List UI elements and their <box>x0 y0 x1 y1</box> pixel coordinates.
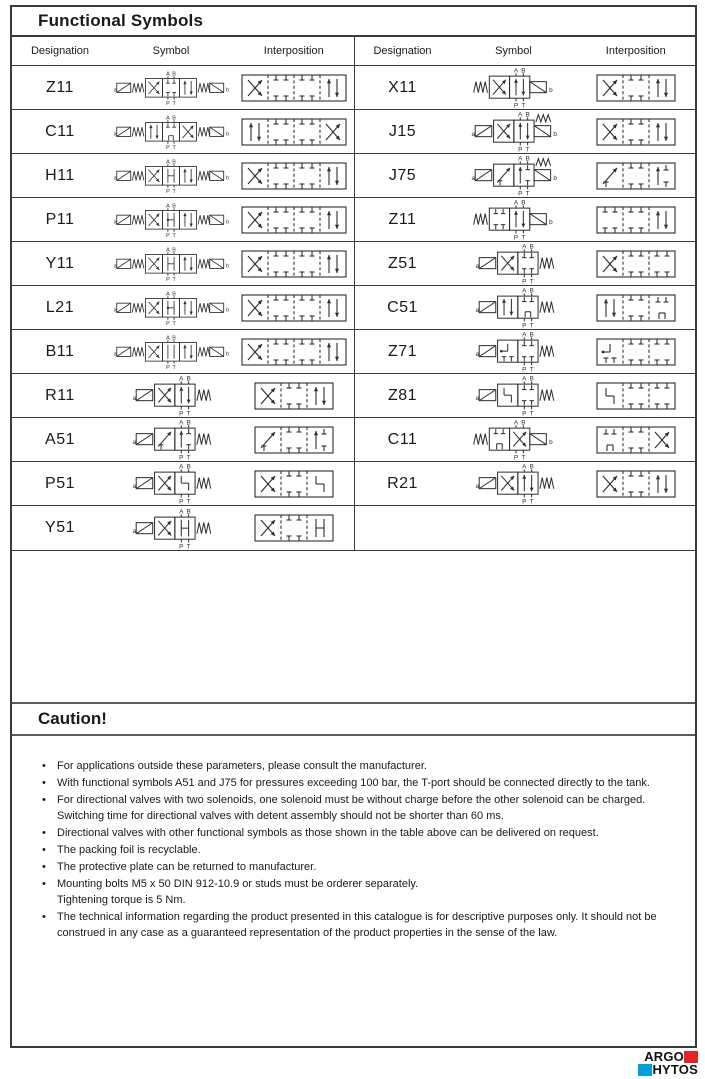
argo-hytos-logo <box>638 1050 698 1076</box>
designation: H11 <box>45 166 75 184</box>
svg-text:A: A <box>517 155 523 163</box>
svg-text:P: P <box>521 498 527 505</box>
svg-text:A: A <box>521 375 527 383</box>
svg-text:T: T <box>529 366 534 373</box>
svg-text:T: T <box>525 146 530 153</box>
caution-text: With functional symbols A51 and J75 for pressures exceeding 100 bar, the T-port should be connected directly to the tank. <box>57 777 650 789</box>
svg-text:b: b <box>553 175 557 183</box>
table-row <box>355 110 696 154</box>
valve-symbol <box>451 286 577 328</box>
interposition-symbol <box>234 248 354 280</box>
svg-text:P: P <box>513 454 518 461</box>
table-row <box>355 154 696 198</box>
svg-text:T: T <box>529 322 534 329</box>
svg-text:b: b <box>548 87 553 95</box>
interposition-symbol <box>234 380 354 412</box>
caution-item <box>42 825 687 841</box>
logo-text-hytos: HYTOS <box>652 1062 698 1077</box>
bullet-marker: • <box>42 878 46 890</box>
svg-text:a: a <box>475 351 479 359</box>
table-row <box>12 462 354 506</box>
rows-left <box>12 66 354 550</box>
svg-text:A: A <box>166 115 170 122</box>
interposition-symbol <box>577 468 696 500</box>
svg-text:B: B <box>172 291 176 298</box>
svg-text:a: a <box>475 395 479 403</box>
valve-symbol <box>108 202 234 238</box>
svg-text:T: T <box>186 410 191 417</box>
svg-text:b: b <box>226 175 230 182</box>
svg-text:P: P <box>513 234 518 241</box>
caution-text: The technical information regarding the product presented in this catalogue is for descriptive purposes only. It should not be construed in any case as a guaranteed representation of the product properties in the sense of the law. <box>57 911 657 939</box>
svg-text:B: B <box>529 287 534 295</box>
caution-text-continuation: Tightening torque is 5 Nm. <box>57 894 186 906</box>
svg-text:a: a <box>113 307 117 314</box>
table-row <box>355 66 696 110</box>
interposition-symbol <box>577 380 696 412</box>
svg-text:B: B <box>186 463 192 471</box>
col-header-interposition: Interposition <box>605 45 666 57</box>
designation: B11 <box>45 342 75 360</box>
valve-symbol <box>108 418 234 460</box>
svg-text:T: T <box>525 190 530 197</box>
svg-text:b: b <box>226 87 230 94</box>
table-header-right <box>355 37 696 66</box>
table-row <box>12 506 354 550</box>
svg-text:a: a <box>475 263 479 271</box>
col-header-symbol: Symbol <box>152 45 190 57</box>
valve-symbol <box>108 114 234 150</box>
designation: C11 <box>387 430 418 448</box>
svg-text:P: P <box>166 320 170 326</box>
table-row <box>12 374 354 418</box>
page-frame <box>10 5 697 1048</box>
svg-text:T: T <box>172 100 176 106</box>
logo-text-argo: ARGO <box>644 1049 684 1064</box>
empty-table-cell <box>355 506 696 550</box>
svg-text:A: A <box>513 419 518 427</box>
designation: C11 <box>45 122 75 140</box>
valve-symbol <box>108 462 234 504</box>
designation: R11 <box>45 386 75 404</box>
svg-text:B: B <box>172 335 176 342</box>
valve-symbol <box>451 462 577 504</box>
svg-text:A: A <box>521 331 527 339</box>
svg-text:P: P <box>521 322 527 329</box>
valve-symbol <box>108 334 234 370</box>
svg-text:P: P <box>166 232 170 238</box>
svg-text:T: T <box>172 276 176 282</box>
bullet-marker: • <box>42 861 46 873</box>
svg-text:T: T <box>186 498 191 505</box>
caution-item <box>42 842 687 858</box>
svg-text:A: A <box>179 375 184 383</box>
svg-text:B: B <box>172 159 176 166</box>
svg-text:T: T <box>529 278 534 285</box>
table-row <box>12 66 354 110</box>
interposition-symbol <box>234 424 354 456</box>
interposition-symbol <box>577 204 696 236</box>
valve-symbol <box>451 154 577 196</box>
caution-item <box>42 859 687 875</box>
svg-text:A: A <box>513 67 518 75</box>
svg-text:A: A <box>521 287 527 295</box>
svg-text:a: a <box>475 307 479 315</box>
svg-text:T: T <box>172 188 176 194</box>
caution-item <box>42 775 687 791</box>
caution-text: Mounting bolts M5 x 50 DIN 912-10.9 or studs must be orderer separately. Tightening torque is 5 Nm. <box>57 876 687 908</box>
svg-text:A: A <box>166 71 170 78</box>
designation: P51 <box>45 474 75 492</box>
caution-item <box>42 758 687 774</box>
col-header-interposition: Interposition <box>263 45 324 57</box>
caution-text: Directional valves with other functional symbols as those shown in the table above can be delivered on request. <box>57 827 599 839</box>
valve-symbol <box>451 66 577 108</box>
valve-symbol <box>451 242 577 284</box>
svg-text:b: b <box>548 439 553 447</box>
svg-text:P: P <box>166 144 170 150</box>
svg-text:A: A <box>521 463 527 471</box>
svg-text:T: T <box>172 320 176 326</box>
svg-text:b: b <box>226 131 230 138</box>
interposition-symbol <box>234 292 354 324</box>
svg-text:B: B <box>521 419 526 427</box>
svg-text:P: P <box>166 188 170 194</box>
svg-text:A: A <box>179 463 184 471</box>
svg-text:P: P <box>517 146 523 153</box>
designation: R21 <box>387 474 418 492</box>
svg-text:T: T <box>529 410 534 417</box>
svg-text:a: a <box>475 483 479 491</box>
svg-text:A: A <box>521 243 527 251</box>
svg-text:B: B <box>529 331 534 339</box>
svg-text:P: P <box>179 543 184 550</box>
svg-text:P: P <box>166 364 170 370</box>
svg-text:B: B <box>529 375 534 383</box>
svg-text:P: P <box>166 100 170 106</box>
svg-text:T: T <box>521 454 526 461</box>
interposition-symbol <box>234 336 354 368</box>
svg-text:a: a <box>113 351 117 358</box>
svg-text:b: b <box>226 263 230 270</box>
interposition-symbol <box>577 292 696 324</box>
valve-symbol <box>451 330 577 372</box>
designation: J15 <box>388 122 417 140</box>
valve-symbol <box>451 418 577 460</box>
interposition-symbol <box>234 468 354 500</box>
caution-item <box>42 909 687 941</box>
svg-text:P: P <box>179 454 184 461</box>
valve-symbol <box>451 374 577 416</box>
svg-text:a: a <box>113 175 117 182</box>
valve-symbol <box>451 110 577 152</box>
caution-text: For directional valves with two solenoids, one solenoid must be without charge before the other solenoid can be charged. Switching time for directional valves with detent assembly should not be shorter than 60 ms. <box>57 794 646 822</box>
logo-blue-square <box>638 1064 652 1076</box>
svg-text:a: a <box>113 131 117 138</box>
designation: Y51 <box>45 519 75 536</box>
interposition-symbol <box>234 204 354 236</box>
caution-list <box>12 736 695 941</box>
svg-text:a: a <box>132 439 137 447</box>
svg-text:b: b <box>553 131 557 139</box>
svg-text:B: B <box>521 199 526 207</box>
interposition-symbol <box>577 336 696 368</box>
col-header-designation: Designation <box>373 45 432 57</box>
svg-text:B: B <box>529 463 534 471</box>
svg-text:T: T <box>521 234 526 241</box>
svg-text:b: b <box>548 219 553 227</box>
designation: Z11 <box>388 210 417 228</box>
table-row <box>12 110 354 154</box>
svg-text:A: A <box>179 419 184 427</box>
interposition-symbol <box>577 72 696 104</box>
empty-region <box>12 551 695 702</box>
caution-text: The packing foil is recyclable. <box>57 844 201 856</box>
valve-symbol <box>451 198 577 240</box>
valve-symbol <box>108 70 234 106</box>
designation: L21 <box>45 298 75 316</box>
designation: Z51 <box>387 254 418 272</box>
interposition-symbol <box>234 116 354 148</box>
bullet-marker: • <box>42 827 46 839</box>
svg-text:P: P <box>521 410 527 417</box>
table-row <box>355 462 696 506</box>
svg-text:T: T <box>172 144 176 150</box>
designation: Y11 <box>45 254 75 272</box>
valve-symbol <box>108 246 234 282</box>
caution-item <box>42 792 687 824</box>
svg-text:T: T <box>172 232 176 238</box>
logo-red-square <box>684 1051 698 1063</box>
designation: Z81 <box>387 386 418 404</box>
svg-text:a: a <box>113 219 117 226</box>
svg-text:T: T <box>186 454 191 461</box>
caution-item <box>42 876 687 908</box>
svg-text:P: P <box>521 278 527 285</box>
svg-text:P: P <box>179 498 184 505</box>
table-row <box>355 242 696 286</box>
caution-text: For applications outside these parameters, please consult the manufacturer. <box>57 760 427 772</box>
table-left-half <box>12 37 354 550</box>
svg-text:a: a <box>132 395 137 403</box>
page-title: Functional Symbols <box>38 11 204 30</box>
caution-header <box>12 702 695 736</box>
svg-text:B: B <box>172 115 176 122</box>
svg-text:B: B <box>186 508 192 516</box>
bullet-marker: • <box>42 777 46 789</box>
valve-symbol <box>108 290 234 326</box>
svg-text:B: B <box>186 419 192 427</box>
svg-text:P: P <box>517 190 523 197</box>
svg-text:b: b <box>226 219 230 226</box>
svg-text:P: P <box>513 102 518 109</box>
interposition-symbol <box>234 160 354 192</box>
col-header-designation: Designation <box>30 45 90 57</box>
svg-text:P: P <box>179 410 184 417</box>
svg-text:A: A <box>517 111 523 119</box>
svg-text:B: B <box>186 375 192 383</box>
svg-text:A: A <box>166 335 170 342</box>
svg-text:T: T <box>521 102 526 109</box>
svg-text:a: a <box>113 263 117 270</box>
svg-text:T: T <box>186 543 191 550</box>
bullet-marker: • <box>42 760 46 772</box>
svg-text:A: A <box>513 199 518 207</box>
interposition-symbol <box>234 72 354 104</box>
svg-text:B: B <box>525 155 530 163</box>
svg-text:B: B <box>172 247 176 254</box>
designation: J75 <box>388 166 417 184</box>
svg-text:T: T <box>529 498 534 505</box>
logo-line-2 <box>638 1063 698 1076</box>
svg-text:a: a <box>132 483 137 491</box>
bullet-marker: • <box>42 844 46 856</box>
interposition-symbol <box>577 248 696 280</box>
svg-text:B: B <box>172 203 176 210</box>
designation: X11 <box>388 78 417 96</box>
svg-text:P: P <box>521 366 527 373</box>
table-row <box>12 198 354 242</box>
svg-text:P: P <box>166 276 170 282</box>
designation: Z11 <box>46 78 74 96</box>
table-row <box>12 154 354 198</box>
bullet-marker: • <box>42 794 46 806</box>
svg-text:B: B <box>525 111 530 119</box>
designation: P11 <box>45 210 75 228</box>
valve-symbol <box>108 374 234 416</box>
table-row <box>12 418 354 462</box>
designation: C51 <box>387 298 418 316</box>
valve-symbol <box>108 158 234 194</box>
table-right-half <box>354 37 696 550</box>
caution-title: Caution! <box>38 709 107 728</box>
table-row <box>355 330 696 374</box>
interposition-symbol <box>577 116 696 148</box>
svg-text:a: a <box>471 175 475 183</box>
svg-text:b: b <box>226 351 230 358</box>
table-row <box>12 330 354 374</box>
table-row <box>12 286 354 330</box>
svg-text:A: A <box>179 508 184 516</box>
svg-text:A: A <box>166 159 170 166</box>
svg-text:B: B <box>521 67 526 75</box>
rows-right <box>355 66 696 550</box>
bullet-marker: • <box>42 911 46 923</box>
table-row <box>355 286 696 330</box>
col-header-symbol: Symbol <box>495 45 532 57</box>
svg-text:a: a <box>471 131 475 139</box>
svg-text:a: a <box>113 87 117 94</box>
interposition-symbol <box>234 512 354 544</box>
svg-text:T: T <box>172 364 176 370</box>
table-row <box>12 242 354 286</box>
table-row <box>355 374 696 418</box>
svg-text:a: a <box>132 527 137 535</box>
svg-text:b: b <box>226 307 230 314</box>
designation: A51 <box>45 430 75 448</box>
caution-text: The protective plate can be returned to manufacturer. <box>57 861 317 873</box>
svg-text:A: A <box>166 203 170 210</box>
svg-text:B: B <box>529 243 534 251</box>
interposition-symbol <box>577 160 696 192</box>
svg-text:A: A <box>166 291 170 298</box>
valve-symbol <box>108 507 234 549</box>
table-header-left <box>12 37 354 66</box>
title-bar <box>12 7 695 37</box>
svg-text:B: B <box>172 71 176 78</box>
table-row <box>355 418 696 462</box>
table-row <box>355 198 696 242</box>
functional-symbols-table <box>12 37 695 551</box>
interposition-symbol <box>577 424 696 456</box>
svg-text:A: A <box>166 247 170 254</box>
designation: Z71 <box>387 342 418 360</box>
